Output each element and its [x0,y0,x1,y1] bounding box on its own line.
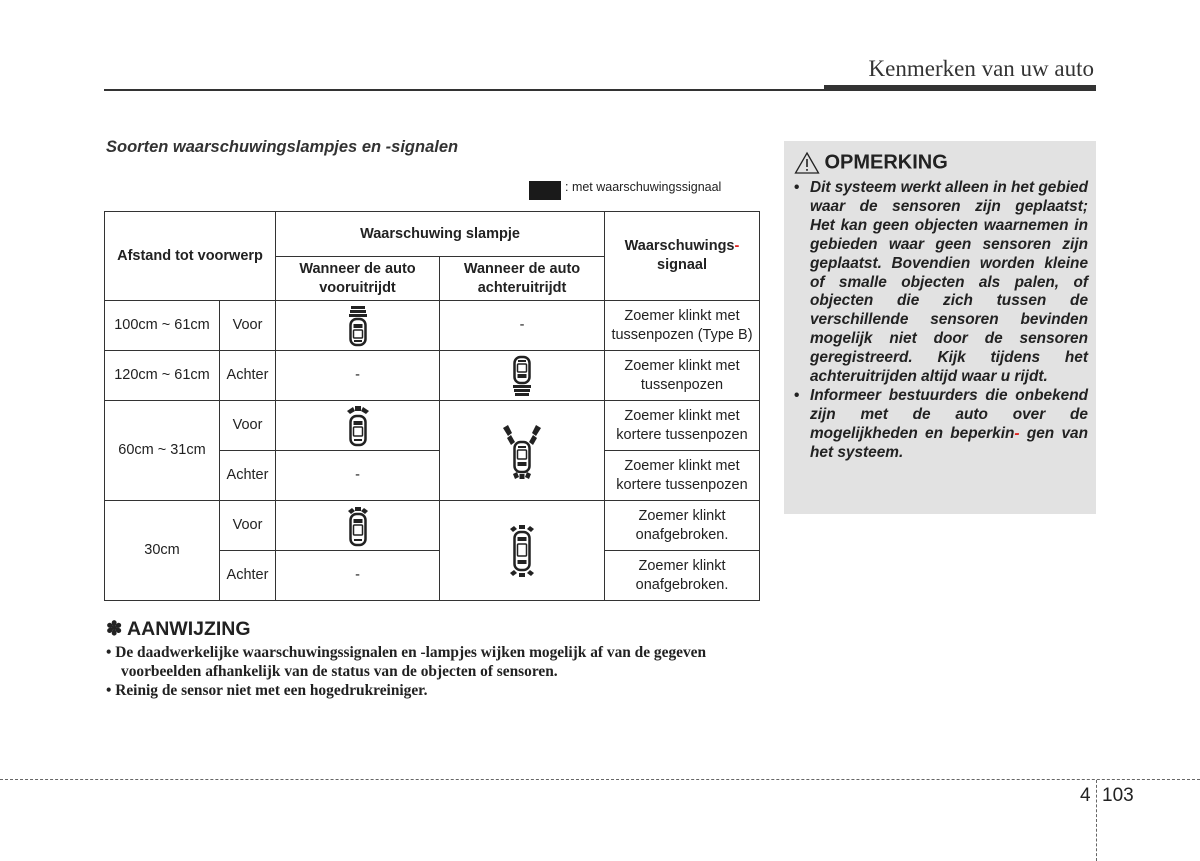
warning-table [104,211,760,601]
section-title: Soorten waarschuwingslampjes en -signalen [106,138,459,156]
cell-side: Achter [220,551,276,601]
opmerking-item1-p2: Het kan geen objecten waarnemen in gebieden waar geen sensoren zijn geplaatst. Bovendien worden kleine of smalle objecten als palen, of objecten die zich tussen de verschillende sensoren bevinden mogelijk niet door de sensoren geregistreerd. Kijk tijdens het achteruitrijden altijd waar u rijdt. [810,216,1088,386]
list-item [792,179,1088,387]
cell-signal: Zoemer klinkt met tussenpozen [605,351,760,401]
car-rear-corner-sensors-icon [502,422,542,480]
aanwijzing-list [106,643,766,700]
footer-dashed-rule [0,779,1200,780]
header-lamp: Waarschuwing slampje [276,212,605,257]
cell-forward-icon [276,401,440,451]
cell-side: Voor [220,401,276,451]
cell-backward-icon [440,401,605,501]
list-item [792,387,1088,463]
cell-forward-icon [276,501,440,551]
cell-signal: Zoemer klinkt met kortere tussenpozen [605,451,760,501]
cell-signal: Zoemer klinkt met tussenpozen (Type B) [605,301,760,351]
cell-side: Voor [220,301,276,351]
table-row [105,501,760,551]
cell-backward: - [440,301,605,351]
cell-signal: Zoemer klinkt onafgebroken. [605,551,760,601]
cell-side: Voor [220,501,276,551]
warning-triangle-icon [794,151,820,175]
car-all-close-sensors-icon [507,523,537,579]
car-front-sensor-zone-icon [346,305,370,347]
car-front-corner-sensors-icon [343,405,373,447]
cell-backward-icon [440,351,605,401]
footer-chapter-number: 4 [1080,785,1091,806]
table-header-row [105,212,760,257]
cell-side: Achter [220,351,276,401]
cell-side: Achter [220,451,276,501]
header-rule-thin [104,89,824,91]
header-signal: Waarschuwings- signaal [605,212,760,301]
cell-distance: 30cm [105,501,220,601]
car-rear-sensor-zone-icon [510,355,534,397]
table-row [105,401,760,451]
aanwijzing-title [106,617,251,641]
legend-text: : met waarschuwingssignaal [565,180,722,194]
cell-forward: - [276,451,440,501]
footer-dashed-divider [1096,780,1097,861]
header-backward: Wanneer de auto achteruitrijdt [440,257,605,301]
asterisk-icon: ✽ [106,618,123,640]
cell-signal: Zoemer klinkt met kortere tussenpozen [605,401,760,451]
cell-forward: - [276,551,440,601]
opmerking-header [794,151,948,175]
cell-signal: Zoemer klinkt onafgebroken. [605,501,760,551]
opmerking-item1-p1: • Dit systeem werkt alleen in het gebied waar de sensoren zijn geplaatst; [810,179,1088,215]
opmerking-list [792,179,1088,463]
aanwijzing-label: AANWIJZING [127,618,251,640]
header-forward: Wanneer de auto vooruitrijdt [276,257,440,301]
list-item: • Reinig de sensor niet met een hogedrukreiniger. [106,682,428,699]
footer-page-number: 103 [1102,785,1134,806]
cell-backward-icon [440,501,605,601]
cell-distance: 60cm ~ 31cm [105,401,220,501]
list-item: • De daadwerkelijke waarschuwingssignalen en -lampjes wijken mogelijk af van de gegeven voorbeelden afhankelijk van de status van de objecten of sensoren. [106,644,707,680]
header-rule-thick [824,85,1096,91]
opmerking-title: OPMERKING [824,151,948,174]
cell-distance: 120cm ~ 61cm [105,351,220,401]
car-front-close-sensors-icon [345,505,371,547]
chapter-header-title: Kenmerken van uw auto [868,56,1094,81]
header-distance: Afstand tot voorwerp [105,212,276,301]
legend-swatch [529,181,561,200]
table-row [105,301,760,351]
cell-forward-icon [276,301,440,351]
cell-forward: - [276,351,440,401]
opmerking-item2: • Informeer bestuurders die onbekend zijn met de auto over de mogelijkheden en beperkin- gen van het systeem. [810,386,1088,461]
cell-distance: 100cm ~ 61cm [105,301,220,351]
table-row [105,351,760,401]
